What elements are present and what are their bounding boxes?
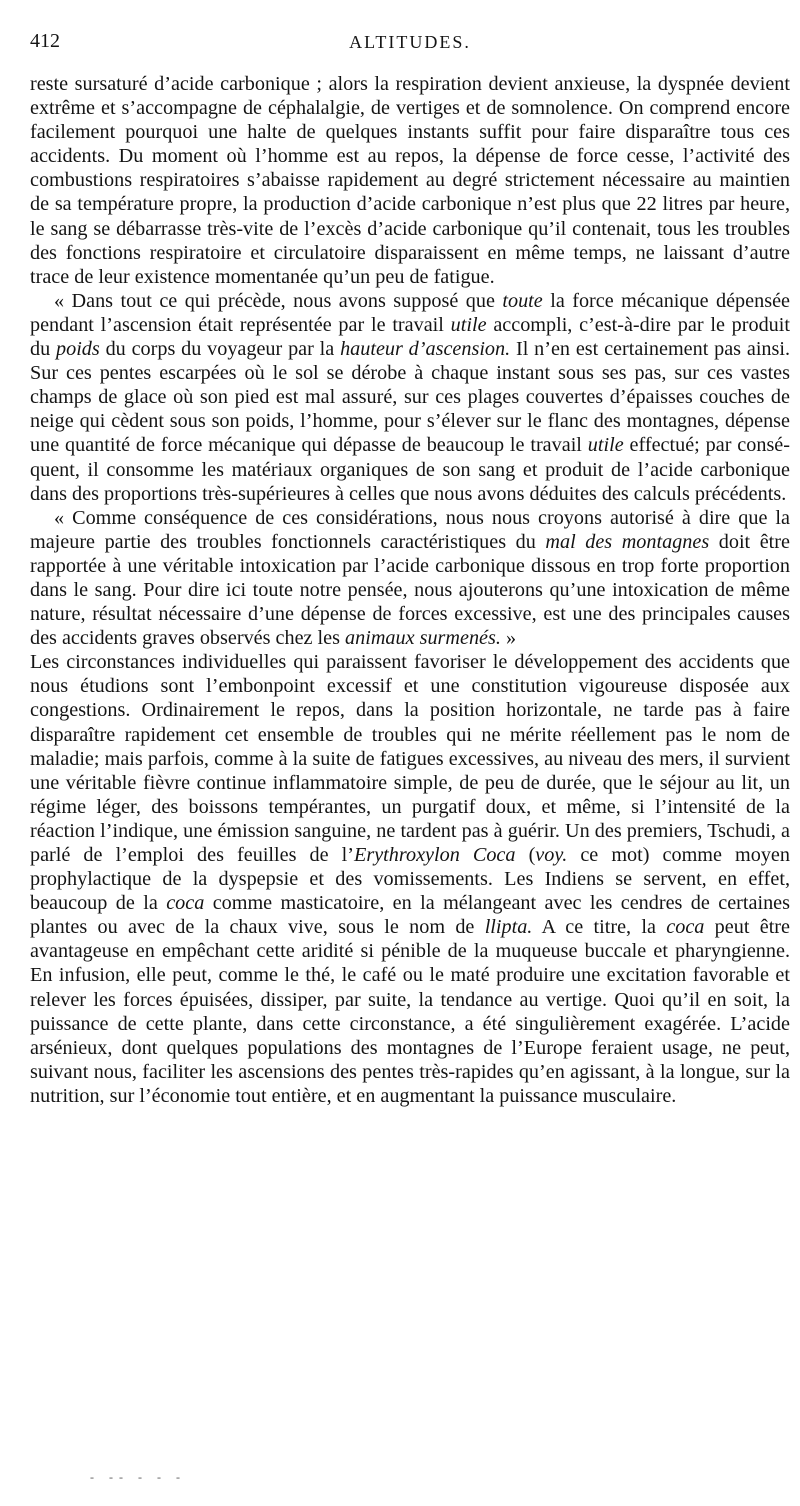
body-text bbox=[30, 72, 790, 1108]
p2-text-i: Il n’en est certainement pas ainsi. Sur ces pentes escarpées où le sol se dérobe à chaque instant sous ses pas, sur ces vastes champs de glace où son pied est mal assuré, sur ces plages couvertes d’épaisses couches de neige qui cèdent sous son poids, l’homme, pour s’élever sur le flanc des montagnes, dépense une quantité de force mécanique qui dépasse de beaucoup le travail bbox=[30, 338, 791, 457]
p2-text-a: « Dans tout ce qui précède, nous avons supposé que bbox=[54, 289, 503, 312]
paragraph-4 bbox=[30, 650, 790, 1108]
document-page bbox=[30, 30, 790, 1108]
p2-text-g: du corps du voyageur par la bbox=[99, 338, 341, 361]
p2-italic-utile-2: utile bbox=[587, 434, 624, 457]
p2-italic-poids: poids bbox=[56, 338, 100, 361]
p4-text-c: ( bbox=[515, 844, 536, 866]
p3-italic-animaux: animaux surmenés. bbox=[345, 627, 501, 650]
p4-text-k: peut être avantageuse en empêchant cette aridité si pénible de la muqueuse buccale et pharyngienne. En infusion, elle peut, comme le thé, le café ou le maté produire une excitation favorable et relever les forces épuisées, dissiper, par suite, la tendance au vertige. Quoi qu’il en soit, la puissance de cette plante, dans cette circonstance, a été singulièrement exagérée. L’acide arsénieux, dont quelques populations des montagnes de l’Europe feraient usage, ne peut, suivant nous, faciliter les ascensions des pentes très-rapides qu’en agissant, à la longue, sur la nutrition, sur l’économie tout entière, et en augmentant la puissance musculaire. bbox=[30, 916, 790, 1107]
p4-italic-erythroxylon: Erythroxylon Coca bbox=[354, 844, 516, 866]
p4-italic-llipta: llipta. bbox=[484, 916, 533, 939]
p4-text-i: A ce titre, la bbox=[532, 916, 667, 939]
p3-text-a: « Comme conséquence de ces considérations, nous nous croyons autorisé à dire que la majeure partie des troubles fonctionnels caractéristiques du bbox=[30, 506, 790, 553]
p3-text-c: doit être rapportée à une véritable intoxication par l’acide carbonique dissous en trop forte proportion dans le sang. Pour dire ici toute notre pensée, nous ajouterons qu’une intoxication de même nature, résultat nécessaire d’une dépense de forces excessive, est une des principales causes des accidents graves observés chez les bbox=[30, 530, 790, 650]
p4-text-a: Les circonstances individuelles qui paraissent favoriser le développement des accidents que nous étudions sont l’embonpoint excessif et une constitution vigoureuse disposée aux congestions. Ordinairement le repos, dans la position horizontale, ne tarde pas à faire disparaître rapidement cet ensemble de troubles qui ne mérite réellement pas le nom de maladie; mais parfois, comme à la suite de fatigues excessives, au niveau des mers, il survient une véritable fièvre continue inflammatoire simple, de peu de durée, que le séjour au lit, un régime léger, des boissons tempérantes, un purgatif doux, et même, si l’intensité de la réaction l’indique, une émission sanguine, ne tardent pas à guérir. Un des premiers, Tschudi, a parlé de l’emploi des feuilles de l’ bbox=[30, 651, 790, 866]
page-number: 412 bbox=[30, 30, 60, 52]
p4-italic-coca: coca bbox=[166, 892, 205, 915]
paragraph-3 bbox=[30, 506, 790, 651]
footer-marks: - -- - - - bbox=[90, 1470, 186, 1484]
p4-italic-voy: voy. bbox=[535, 844, 568, 866]
paragraph-1 bbox=[30, 72, 790, 289]
p2-italic-utile: utile bbox=[450, 313, 487, 336]
p4-text-e: ce mot) comme moyen prophylactique de la dyspepsie et des vomissements. Les Indiens se servent, en effet, beaucoup de la bbox=[30, 844, 790, 915]
p4-italic-coca-2: coca bbox=[666, 916, 705, 939]
paragraph-1-text: reste sursaturé d’acide carbonique ; alors la respiration devient anxieuse, la dyspnée devient extrême et s’accompagne de céphalalgie, de vertiges et de somnolence. On comprend encore facilement pourquoi une halte de quelques instants suffit pour faire disparaître tous ces accidents. Du moment où l’homme est au repos, la dépense de force cesse, l’activité des combustions respiratoires s’abaisse rapidement au degré strictement nécessaire au maintien de sa température propre, la production d’acide carbonique n’est plus que 22 litres par heure, le sang se débarrasse très-vite de l’excès d’acide carbonique qu’il contenait, tous les troubles des fonctions respiratoire et circulatoire disparaissent en même temps, ne laissant d’autre trace de leur existence momentanée qu’un peu de fatigue. bbox=[30, 73, 790, 288]
running-head: ALTITUDES. bbox=[349, 32, 471, 52]
p2-text-c: la force mécanique dépensée pendant l’ascension était représentée par le travail bbox=[30, 289, 790, 336]
p2-text-k: effectué; par conséquent, il consomme les matériaux organiques de son sang et produit de l’acide carbonique dans des proportions très-supérieures à celles que nous avons déduites des calculs précédents. bbox=[30, 434, 790, 505]
p2-italic-hauteur: hauteur d’ascension. bbox=[340, 338, 511, 361]
p4-text-g: comme masticatoire, en la mélangeant avec les cendres de certaines plantes ou avec de la chaux vive, sous le nom de bbox=[30, 892, 790, 939]
paragraph-2 bbox=[30, 289, 790, 506]
p3-text-e: » bbox=[500, 627, 517, 650]
page-header bbox=[30, 30, 790, 58]
p3-italic-mal-des-montagnes: mal des montagnes bbox=[545, 530, 710, 553]
p2-italic-toute: toute bbox=[502, 289, 543, 312]
p2-text-e: accompli, c’est-à-dire par le produit du bbox=[30, 313, 790, 361]
